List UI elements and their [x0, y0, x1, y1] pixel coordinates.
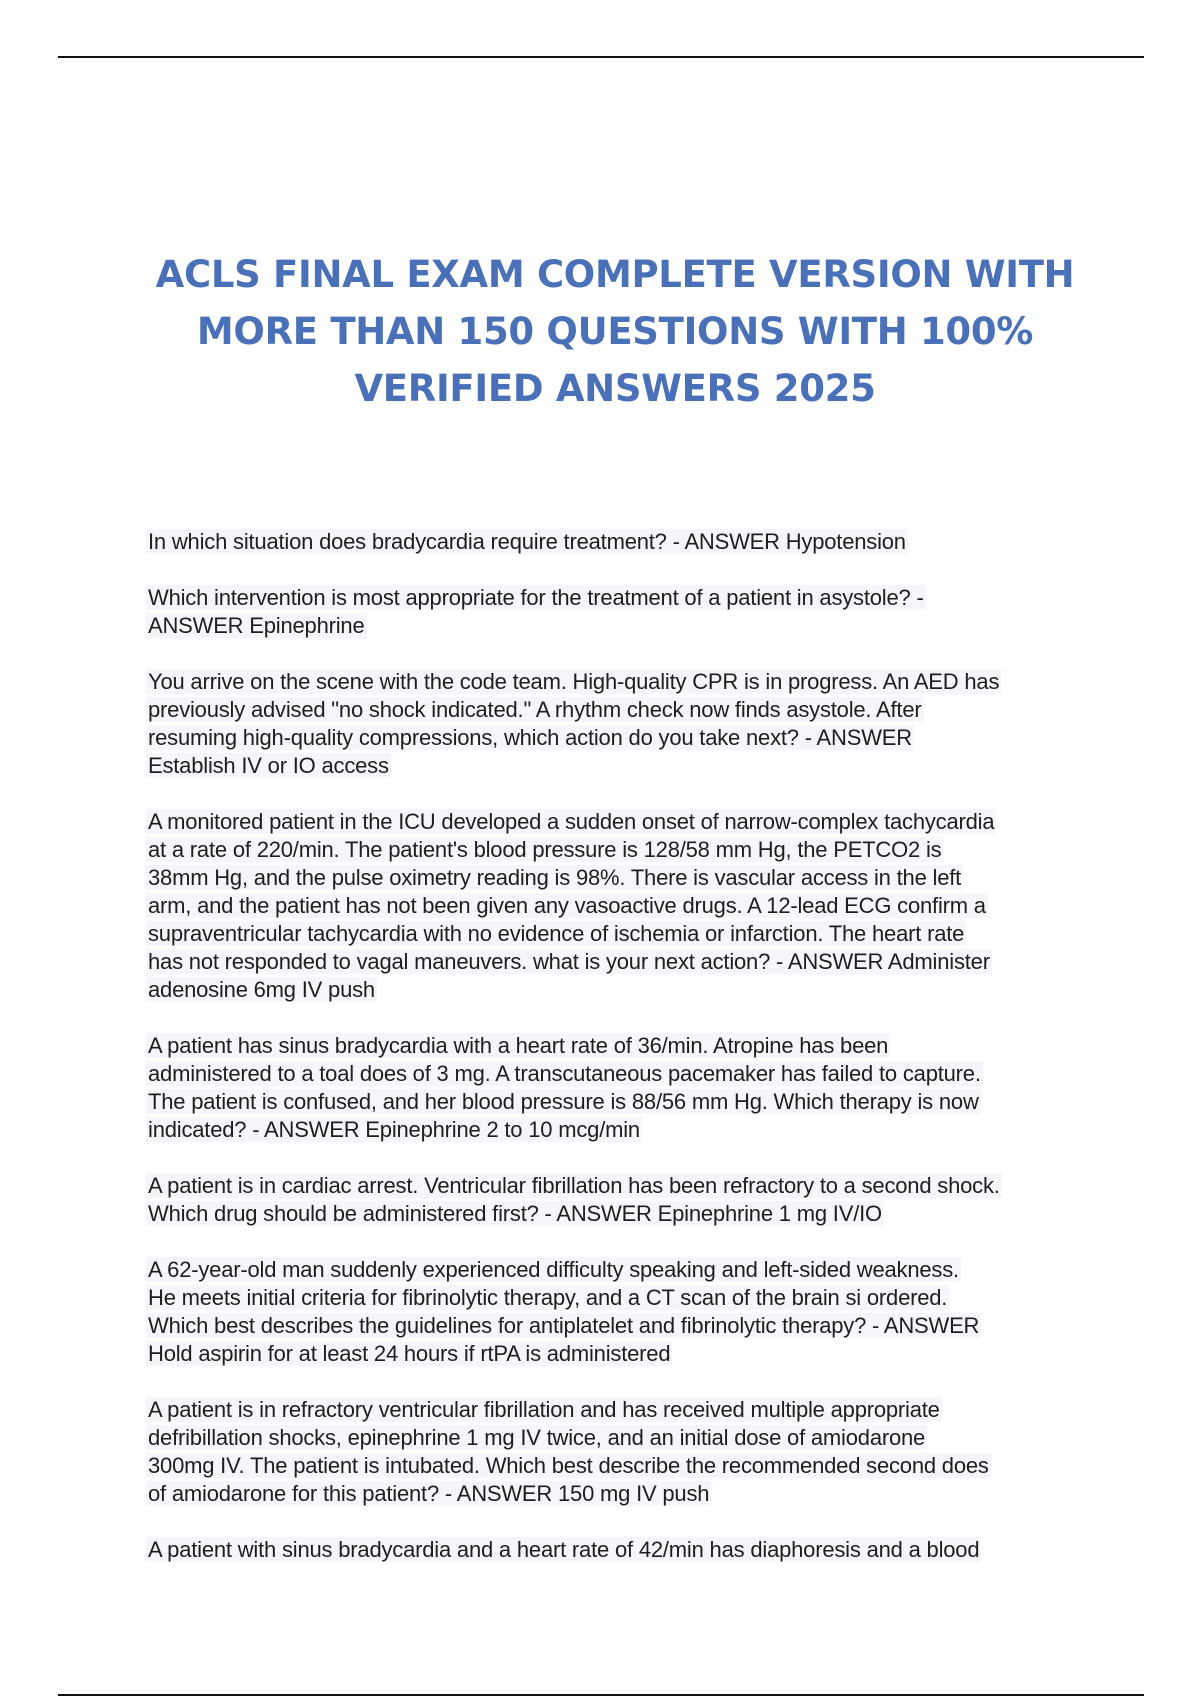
qa-line: Establish IV or IO access: [148, 753, 389, 778]
title-line: VERIFIED ANSWERS 2025: [354, 367, 876, 410]
qa-line: has not responded to vagal maneuvers. what is your next action? - ANSWER Administer: [148, 949, 990, 974]
qa-line: Hold aspirin for at least 24 hours if rtPA is administered: [148, 1341, 671, 1366]
qa-item: [146, 1256, 1092, 1368]
qa-line: A patient is in cardiac arrest. Ventricular fibrillation has been refractory to a second shock.: [148, 1173, 1000, 1198]
qa-line: 300mg IV. The patient is intubated. Which best describe the recommended second does: [148, 1453, 989, 1478]
qa-item: [146, 528, 1092, 556]
qa-line: You arrive on the scene with the code team. High-quality CPR is in progress. An AED has: [148, 669, 1000, 694]
qa-line: Which intervention is most appropriate for the treatment of a patient in asystole? -: [148, 585, 924, 610]
qa-line: Which best describes the guidelines for antiplatelet and fibrinolytic therapy? - ANSWER: [148, 1313, 980, 1338]
qa-item: [146, 808, 1092, 1004]
qa-item: [146, 1536, 1092, 1564]
qa-line: indicated? - ANSWER Epinephrine 2 to 10 mcg/min: [148, 1117, 640, 1142]
qa-item: [146, 1172, 1092, 1228]
qa-line: A patient with sinus bradycardia and a heart rate of 42/min has diaphoresis and a blood: [148, 1537, 980, 1562]
title-line: MORE THAN 150 QUESTIONS WITH 100%: [196, 310, 1034, 353]
qa-line: In which situation does bradycardia require treatment? - ANSWER Hypotension: [148, 529, 906, 554]
question-answer-list: [146, 528, 1092, 1592]
qa-item: [146, 668, 1092, 780]
qa-line: adenosine 6mg IV push: [148, 977, 375, 1002]
qa-line: defribillation shocks, epinephrine 1 mg IV twice, and an initial dose of amiodarone: [148, 1425, 926, 1450]
qa-item: [146, 1032, 1092, 1144]
qa-line: administered to a toal does of 3 mg. A transcutaneous pacemaker has failed to capture.: [148, 1061, 981, 1086]
qa-line: 38mm Hg, and the pulse oximetry reading is 98%. There is vascular access in the left: [148, 865, 962, 890]
qa-line: arm, and the patient has not been given any vasoactive drugs. A 12-lead ECG confirm a: [148, 893, 986, 918]
qa-line: A patient has sinus bradycardia with a heart rate of 36/min. Atropine has been: [148, 1033, 889, 1058]
qa-line: at a rate of 220/min. The patient's blood pressure is 128/58 mm Hg, the PETCO2 is: [148, 837, 942, 862]
qa-item: [146, 1396, 1092, 1508]
qa-line: He meets initial criteria for fibrinolytic therapy, and a CT scan of the brain si ordered.: [148, 1285, 948, 1310]
footer-rule: [58, 1694, 1144, 1696]
qa-line: supraventricular tachycardia with no evidence of ischemia or infarction. The heart rate: [148, 921, 965, 946]
qa-line: resuming high-quality compressions, which action do you take next? - ANSWER: [148, 725, 912, 750]
qa-line: A patient is in refractory ventricular fibrillation and has received multiple appropriate: [148, 1397, 940, 1422]
qa-line: A monitored patient in the ICU developed a sudden onset of narrow-complex tachycardia: [148, 809, 995, 834]
title-line: ACLS FINAL EXAM COMPLETE VERSION WITH: [155, 253, 1075, 296]
qa-line: The patient is confused, and her blood pressure is 88/56 mm Hg. Which therapy is now: [148, 1089, 979, 1114]
qa-line: of amiodarone for this patient? - ANSWER 150 mg IV push: [148, 1481, 710, 1506]
qa-item: [146, 584, 1092, 640]
header-rule: [58, 56, 1144, 58]
qa-line: A 62-year-old man suddenly experienced difficulty speaking and left-sided weakness.: [148, 1257, 959, 1282]
qa-line: previously advised "no shock indicated." A rhythm check now finds asystole. After: [148, 697, 922, 722]
qa-line: ANSWER Epinephrine: [148, 613, 365, 638]
document-title: [120, 246, 1110, 417]
qa-line: Which drug should be administered first? - ANSWER Epinephrine 1 mg IV/IO: [148, 1201, 882, 1226]
